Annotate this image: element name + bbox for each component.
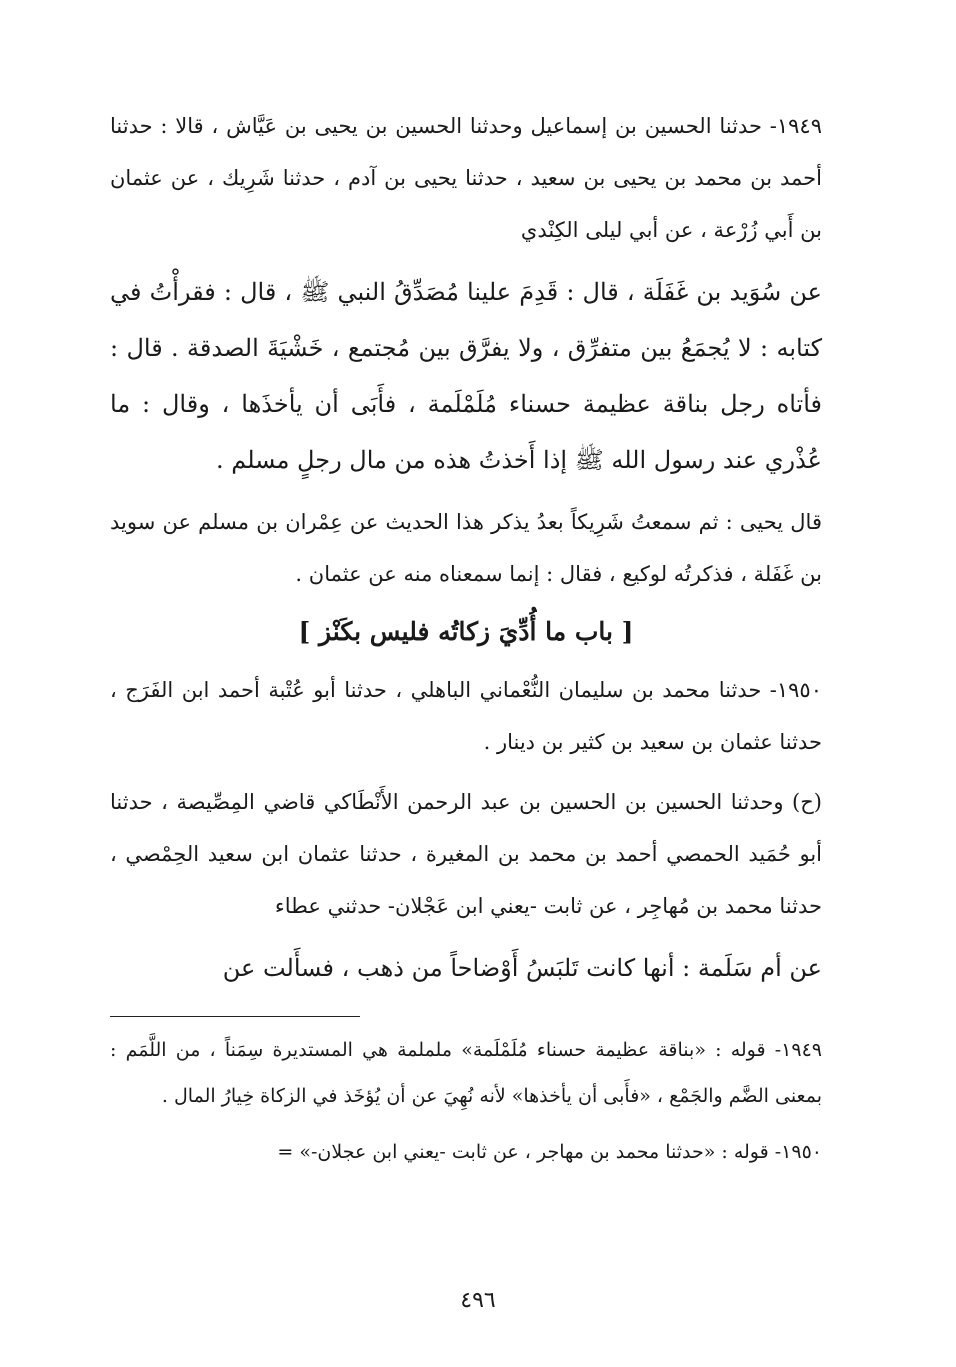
hadith-1949-isnad: ١٩٤٩- حدثنا الحسين بن إسماعيل وحدثنا الحسين بن يحيى بن عَيَّاش ، قالا : حدثنا أحمد بن محمد بن يحيى بن سعيد ، حدثنا يحيى بن آدم ، حدثنا شَرِيك ، عن عثمان بن أَبي زُرْعة ، عن أبي ليلى الكِنْدي <box>110 114 822 242</box>
footnote-1949: ١٩٤٩- قوله : «بناقة عظيمة حسناء مُلَمْلَمة» ململمة هي المستديرة سِمَناً ، من اللَّمَم : بمعنى الضَّم والجَمْع ، «فأَبى أن يأخذها» لأنه نُهِيَ عن أن يُؤخَذ في الزكاة خِيارُ المال . <box>110 1039 822 1107</box>
hadith-1950-matn: عن أم سَلَمة : أنها كانت تَلبَسُ أَوْضاحاً من ذهب ، فسأَلت عن <box>222 954 822 982</box>
chapter-heading: [ باب ما أُدِّيَ زكاتُه فليس بكَنْز ] <box>298 617 634 646</box>
footnote-divider-wrap <box>110 996 822 1027</box>
hadith-1950-isnad-a: ١٩٥٠- حدثنا محمد بن سليمان النُّعْماني الباهلي ، حدثنا أبو عُتْبة أحمد ابن الفَرَج ، حدثنا عثمان بن سعيد بن كثير بن دينار . <box>110 678 822 754</box>
footnote-divider <box>110 1016 360 1017</box>
hadith-1949-note: قال يحيى : ثم سمعتُ شَرِيكاً بعدُ يذكر هذا الحديث عن عِمْران بن مسلم عن سويد بن غَفَلة ، فذكرتُه لوكيع ، فقال : إنما سمعناه منه عن عثمان . <box>110 510 822 586</box>
hadith-1950-isnad-b: (ح) وحدثنا الحسين بن الحسين بن عبد الرحمن الأَنْطَاكي قاضي المِصِّيصة ، حدثنا أبو حُمَيد الحمصي أحمد بن محمد بن المغيرة ، حدثنا عثمان ابن سعيد الحِمْصي ، حدثنا محمد بن مُهاجِر ، عن ثابت -يعني ابن عَجْلان- حدثني عطاء <box>110 790 822 918</box>
hadith-1949-matn: عن سُوَيد بن غَفَلَة ، قال : قَدِمَ علينا مُصَدِّقُ النبي ﷺ ، قال : فقرأْتُ في كتابه : لا يُجمَعُ بين متفرِّق ، ولا يفرَّق بين مُجتمع ، خَشْيَةَ الصدقة . قال : فأتاه رجل بناقة عظيمة حسناء مُلَمْلَمة ، فأَبَى أن يأخذَها ، وقال : ما عُذْري عند رسول الله ﷺ إذا أَخذتُ هذه من مال رجلٍ مسلم . <box>110 278 822 474</box>
footnote-1950: ١٩٥٠- قوله : «حدثنا محمد بن مهاجر ، عن ثابت -يعني ابن عجلان-» = <box>277 1141 822 1163</box>
page-number: ٤٩٦ <box>460 1288 496 1313</box>
